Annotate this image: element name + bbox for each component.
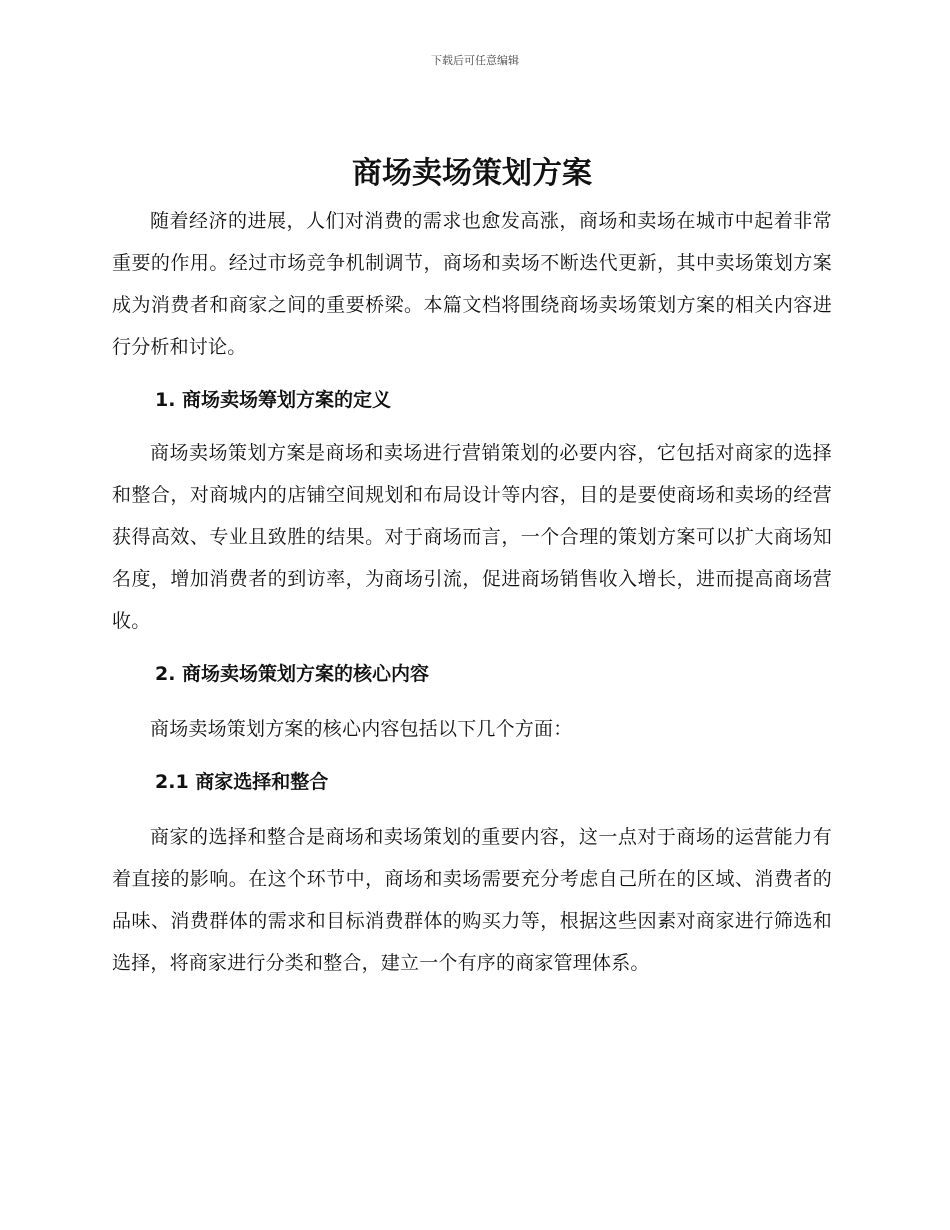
section-1-heading: 1. 商场卖场筹划方案的定义: [155, 389, 392, 411]
section-2-paragraph: 商场卖场策划方案的核心内容包括以下几个方面：: [150, 718, 573, 740]
intro-paragraph: 随着经济的进展，人们对消费的需求也愈发高涨，商场和卖场在城市中起着非常重要的作用。经过市场竞争机制调节，商场和卖场不断迭代更新，其中卖场策划方案成为消费者和商家之间的重要桥梁。本篇文档将围绕商场卖场策划方案的相关内容进行分析和讨论。: [112, 210, 832, 358]
section-2-1-paragraph: 商家的选择和整合是商场和卖场策划的重要内容，这一点对于商场的运营能力有着直接的影响。在这个环节中，商场和卖场需要充分考虑自己所在的区域、消费者的品味、消费群体的需求和目标消费群体的购买力等，根据这些因素对商家进行筛选和选择，将商家进行分类和整合，建立一个有序的商家管理体系。: [112, 826, 832, 974]
document-body: [112, 148, 832, 984]
section-2-1-heading: 2.1 商家选择和整合: [155, 771, 329, 793]
document-title: 商场卖场策划方案: [352, 156, 592, 191]
page-header-note: 下载后可任意编辑: [431, 54, 519, 67]
section-1-paragraph: 商场卖场策划方案是商场和卖场进行营销策划的必要内容，它包括对商家的选择和整合，对商城内的店铺空间规划和布局设计等内容，目的是要使商场和卖场的经营获得高效、专业且致胜的结果。对于商场而言，一个合理的策划方案可以扩大商场知名度，增加消费者的到访率，为商场引流，促进商场销售收入增长，进而提高商场营收。: [112, 442, 832, 632]
section-2-heading: 2. 商场卖场策划方案的核心内容: [155, 663, 430, 685]
